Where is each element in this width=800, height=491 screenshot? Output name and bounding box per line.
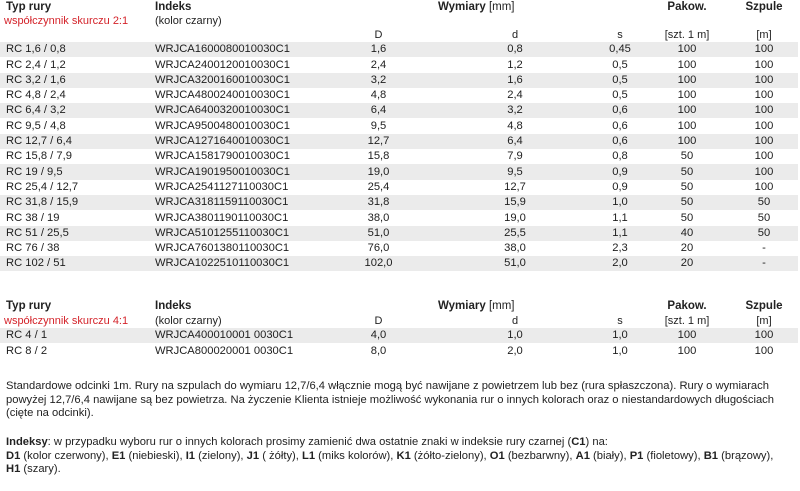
color-code: A1 xyxy=(575,449,590,462)
table-row xyxy=(0,118,798,133)
color-name: (szary). xyxy=(20,463,61,476)
col-header-outer-diameter: D xyxy=(374,29,383,41)
cell-index: WRJCA1022510110030C1 xyxy=(155,257,290,270)
color-code: K1 xyxy=(396,449,411,462)
table-row xyxy=(0,180,798,195)
cell-spool: 50 xyxy=(757,196,771,209)
table-row xyxy=(0,42,798,57)
cell-wall: 1,0 xyxy=(612,329,628,342)
notes-paragraph: Standardowe odcinki 1m. Rury na szpulach do wymiaru 12,7/6,4 włącznie mogą być nawijane z powietrzem lub bez (rura spłaszczona). Rury o wymiarach powyżej 12,7/6,4 nawijane są bez powietrza. Na życzenie Klienta istnieje możliwość wykonania rur o innych kolorach oraz o niestandardowych długościach (cięte na odcinki). xyxy=(6,380,774,420)
index-code: C1 xyxy=(571,436,586,448)
cell-inner-diameter: 9,5 xyxy=(507,165,523,178)
col-header-wall: s xyxy=(617,315,623,327)
cell-index: WRJCA9500480010030C1 xyxy=(155,119,290,132)
cell-index: WRJCA2400120010030C1 xyxy=(155,58,290,71)
spool-unit: [m] xyxy=(756,315,772,327)
cell-spool: 100 xyxy=(754,165,774,178)
cell-outer-diameter: 4,8 xyxy=(370,89,387,102)
cell-spool: 100 xyxy=(754,150,774,163)
table-unit-row xyxy=(0,27,798,42)
cell-inner-diameter: 15,9 xyxy=(504,196,526,209)
cell-pack: 50 xyxy=(680,211,694,224)
cell-spool: 50 xyxy=(757,211,771,224)
cell-inner-diameter: 19,0 xyxy=(504,211,526,224)
table-row xyxy=(0,103,798,118)
cell-type: RC 25,4 / 12,7 xyxy=(6,180,79,193)
cell-index: WRJCA3801190110030C1 xyxy=(155,211,289,224)
pack-unit: [szt. 1 m] xyxy=(664,29,710,41)
cell-type: RC 4 / 1 xyxy=(6,329,48,342)
color-code: H1 xyxy=(6,463,21,476)
col-header-pack: Pakow. xyxy=(667,300,707,312)
index-color-note: (kolor czarny) xyxy=(155,315,222,327)
cell-outer-diameter: 15,8 xyxy=(367,150,390,163)
color-code-list xyxy=(6,450,773,476)
cell-wall: 1,0 xyxy=(612,196,628,209)
cell-pack: 100 xyxy=(677,344,697,357)
col-header-spool: Szpule xyxy=(745,1,783,13)
cell-inner-diameter: 25,5 xyxy=(504,226,526,239)
cell-outer-diameter: 2,4 xyxy=(370,58,387,71)
color-code: P1 xyxy=(629,449,644,462)
cell-type: RC 15,8 / 7,9 xyxy=(6,150,72,163)
cell-inner-diameter: 38,0 xyxy=(504,242,526,255)
col-header-dimensions: Wymiary [mm] xyxy=(438,300,515,312)
col-header-type: Typ rury xyxy=(6,300,52,312)
cell-spool: 100 xyxy=(754,180,774,193)
cell-pack: 100 xyxy=(677,329,697,342)
cell-spool: 100 xyxy=(754,119,774,132)
cell-spool: 100 xyxy=(754,344,774,357)
table-row xyxy=(0,241,798,256)
cell-spool: 100 xyxy=(754,329,774,342)
table-body xyxy=(0,328,798,359)
cell-wall: 0,6 xyxy=(612,119,628,132)
cell-type: RC 4,8 / 2,4 xyxy=(6,89,66,102)
cell-spool: - xyxy=(762,242,766,255)
cell-pack: 50 xyxy=(680,150,694,163)
cell-pack: 50 xyxy=(680,180,694,193)
color-name: ( żółty), xyxy=(259,449,302,462)
color-name: (niebieski), xyxy=(125,449,186,462)
cell-spool: 100 xyxy=(754,43,774,56)
cell-inner-diameter: 6,4 xyxy=(507,135,523,148)
index-color-note: (kolor czarny) xyxy=(155,15,222,27)
spec-table-shrink-4-1 xyxy=(0,299,798,359)
color-code: J1 xyxy=(246,449,260,462)
cell-outer-diameter: 25,4 xyxy=(367,180,390,193)
cell-inner-diameter: 7,9 xyxy=(507,150,523,163)
cell-wall: 2,3 xyxy=(612,242,628,255)
cell-type: RC 76 / 38 xyxy=(6,242,60,255)
color-name: (kolor czerwony), xyxy=(20,449,112,462)
cell-index: WRJCA3181159110030C1 xyxy=(155,196,289,209)
index-label: Indeksy xyxy=(6,436,48,448)
index-text-b: ) na: xyxy=(585,436,608,448)
cell-type: RC 8 / 2 xyxy=(6,344,48,357)
cell-wall: 0,5 xyxy=(612,73,628,86)
cell-outer-diameter: 3,2 xyxy=(370,73,387,86)
table-body xyxy=(0,42,798,271)
cell-inner-diameter: 1,0 xyxy=(507,329,523,342)
cell-wall: 1,0 xyxy=(612,344,628,357)
cell-wall: 0,6 xyxy=(612,104,628,117)
col-header-pack: Pakow. xyxy=(667,1,707,13)
table-row xyxy=(0,57,798,72)
cell-outer-diameter: 6,4 xyxy=(370,104,387,117)
cell-spool: 100 xyxy=(754,89,774,102)
cell-type: RC 9,5 / 4,8 xyxy=(6,119,66,132)
cell-inner-diameter: 3,2 xyxy=(507,104,523,117)
cell-pack: 50 xyxy=(680,165,694,178)
color-name: (fioletowy), xyxy=(643,449,704,462)
table-header-row xyxy=(0,299,798,313)
cell-outer-diameter: 4,0 xyxy=(370,329,387,342)
cell-outer-diameter: 31,8 xyxy=(367,196,390,209)
cell-wall: 1,1 xyxy=(612,211,628,224)
cell-wall: 0,6 xyxy=(612,135,628,148)
cell-pack: 50 xyxy=(680,196,694,209)
cell-spool: - xyxy=(762,257,766,270)
cell-wall: 0,9 xyxy=(612,180,628,193)
table-row xyxy=(0,328,798,343)
cell-type: RC 51 / 25,5 xyxy=(6,226,69,239)
cell-spool: 100 xyxy=(754,135,774,148)
cell-index: WRJCA4800240010030C1 xyxy=(155,89,290,102)
color-code: B1 xyxy=(703,449,719,462)
cell-outer-diameter: 19,0 xyxy=(367,165,390,178)
col-header-inner-diameter: d xyxy=(511,29,519,41)
cell-wall: 0,9 xyxy=(612,165,628,178)
cell-index: WRJCA400010001 0030C1 xyxy=(155,329,294,342)
cell-pack: 100 xyxy=(677,119,697,132)
color-code: I1 xyxy=(185,449,196,462)
cell-index: WRJCA6400320010030C1 xyxy=(155,104,290,117)
cell-type: RC 31,8 / 15,9 xyxy=(6,196,79,209)
color-code: E1 xyxy=(111,449,126,462)
cell-index: WRJCA1581790010030C1 xyxy=(155,150,290,163)
cell-outer-diameter: 9,5 xyxy=(370,119,387,132)
cell-wall: 0,5 xyxy=(612,89,628,102)
cell-outer-diameter: 1,6 xyxy=(370,43,387,56)
cell-wall: 0,8 xyxy=(612,150,628,163)
cell-outer-diameter: 38,0 xyxy=(367,211,390,224)
table-row xyxy=(0,73,798,88)
cell-pack: 100 xyxy=(677,43,697,56)
table-subheader-row xyxy=(0,313,798,328)
cell-index: WRJCA1271640010030C1 xyxy=(155,135,290,148)
table-subheader-row xyxy=(0,14,798,27)
color-name: (miks kolorów), xyxy=(315,449,397,462)
cell-wall: 0,5 xyxy=(612,58,628,71)
cell-index: WRJCA3200160010030C1 xyxy=(155,73,290,86)
index-text-a: : w przypadku wyboru rur o innych kolorach prosimy zamienić dwa ostatnie znaki w indeksie rury czarnej ( xyxy=(47,436,572,448)
cell-type: RC 1,6 / 0,8 xyxy=(6,43,66,56)
table-header-row xyxy=(0,0,798,14)
standard-lengths-note xyxy=(6,380,790,421)
cell-spool: 50 xyxy=(757,226,771,239)
cell-spool: 100 xyxy=(754,58,774,71)
cell-type: RC 3,2 / 1,6 xyxy=(6,73,66,86)
color-code: L1 xyxy=(302,449,316,462)
cell-pack: 40 xyxy=(680,226,694,239)
cell-pack: 100 xyxy=(677,89,697,102)
spool-unit: [m] xyxy=(756,29,772,41)
table-row xyxy=(0,343,798,358)
table-row xyxy=(0,226,798,241)
color-name: (brązowy), xyxy=(718,449,774,462)
cell-pack: 100 xyxy=(677,58,697,71)
cell-inner-diameter: 1,6 xyxy=(507,73,523,86)
col-header-outer-diameter: D xyxy=(374,315,383,327)
cell-type: RC 2,4 / 1,2 xyxy=(6,58,66,71)
cell-inner-diameter: 2,4 xyxy=(507,89,523,102)
table-row xyxy=(0,256,798,271)
cell-pack: 100 xyxy=(677,73,697,86)
cell-index: WRJCA7601380110030C1 xyxy=(155,242,290,255)
table-row xyxy=(0,88,798,103)
cell-inner-diameter: 12,7 xyxy=(504,180,526,193)
cell-index: WRJCA1901950010030C1 xyxy=(155,165,290,178)
index-colors-note xyxy=(6,436,790,477)
col-header-index: Indeks xyxy=(155,1,192,13)
cell-pack: 20 xyxy=(680,242,694,255)
cell-type: RC 12,7 / 6,4 xyxy=(6,135,72,148)
cell-type: RC 6,4 / 3,2 xyxy=(6,104,66,117)
col-header-type: Typ rury xyxy=(6,1,52,13)
cell-type: RC 38 / 19 xyxy=(6,211,60,224)
cell-index: WRJCA2541127110030C1 xyxy=(155,180,289,193)
cell-outer-diameter: 12,7 xyxy=(367,135,390,148)
cell-type: RC 19 / 9,5 xyxy=(6,165,63,178)
cell-spool: 100 xyxy=(754,73,774,86)
cell-index: WRJCA1600080010030C1 xyxy=(155,43,290,56)
cell-type: RC 102 / 51 xyxy=(6,257,66,270)
table-row xyxy=(0,134,798,149)
col-header-index: Indeks xyxy=(155,300,192,312)
col-header-spool: Szpule xyxy=(745,300,783,312)
cell-inner-diameter: 4,8 xyxy=(507,119,523,132)
cell-pack: 100 xyxy=(677,135,697,148)
cell-index: WRJCA5101255110030C1 xyxy=(155,226,290,239)
cell-outer-diameter: 102,0 xyxy=(364,257,393,270)
table-row xyxy=(0,164,798,179)
cell-outer-diameter: 76,0 xyxy=(367,242,390,255)
pack-unit: [szt. 1 m] xyxy=(664,315,710,327)
cell-spool: 100 xyxy=(754,104,774,117)
color-name: (bezbarwny), xyxy=(504,449,576,462)
color-name: (zielony), xyxy=(195,449,247,462)
color-code: O1 xyxy=(489,449,505,462)
cell-inner-diameter: 0,8 xyxy=(507,43,523,56)
color-code: D1 xyxy=(6,449,21,462)
cell-pack: 100 xyxy=(677,104,697,117)
table-row xyxy=(0,210,798,225)
color-name: (biały), xyxy=(589,449,630,462)
cell-outer-diameter: 51,0 xyxy=(367,226,390,239)
table-row xyxy=(0,149,798,164)
cell-pack: 20 xyxy=(680,257,694,270)
color-name: (żółto-zielony), xyxy=(410,449,490,462)
cell-inner-diameter: 2,0 xyxy=(507,344,523,357)
col-header-inner-diameter: d xyxy=(511,315,519,327)
cell-wall: 2,0 xyxy=(612,257,628,270)
cell-inner-diameter: 51,0 xyxy=(504,257,526,270)
col-header-wall: s xyxy=(617,29,623,41)
cell-inner-diameter: 1,2 xyxy=(507,58,523,71)
shrink-ratio-label: współczynnik skurczu 4:1 xyxy=(4,315,129,327)
table-row xyxy=(0,195,798,210)
cell-wall: 1,1 xyxy=(612,226,628,239)
cell-wall: 0,45 xyxy=(609,43,631,56)
cell-outer-diameter: 8,0 xyxy=(370,344,387,357)
col-header-dimensions: Wymiary [mm] xyxy=(438,1,515,13)
shrink-ratio-label: współczynnik skurczu 2:1 xyxy=(4,15,129,27)
cell-index: WRJCA800020001 0030C1 xyxy=(155,344,294,357)
